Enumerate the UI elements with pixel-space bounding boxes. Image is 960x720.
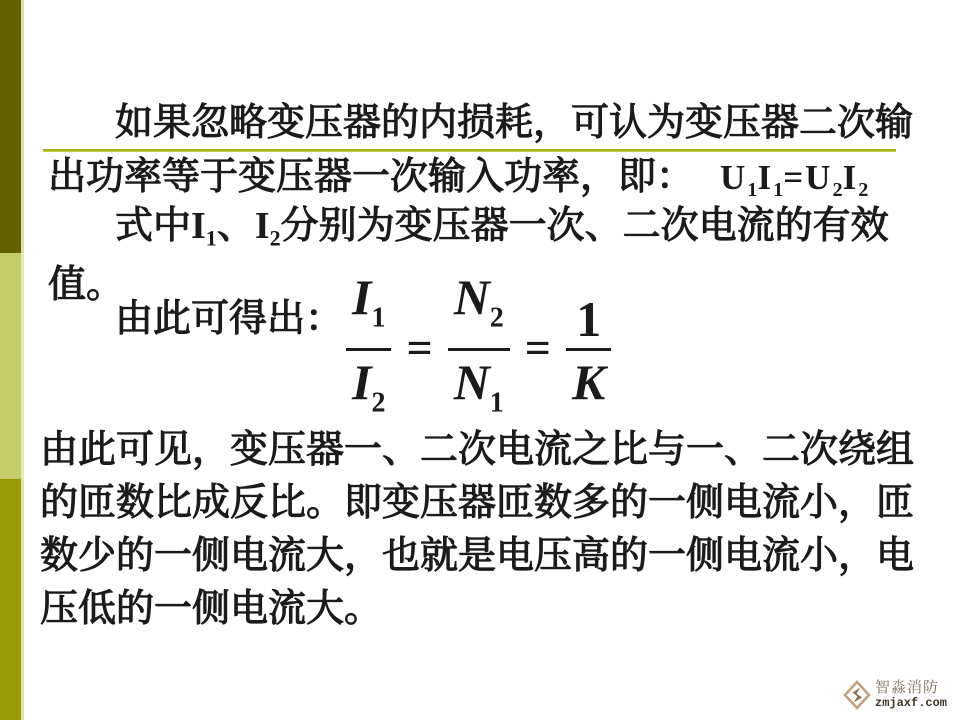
equals-sign: =	[406, 321, 433, 373]
left-accent-bar	[0, 0, 24, 720]
formula-lead-in: 由此可得出：	[115, 298, 344, 340]
current-ratio-formula	[346, 268, 611, 434]
definition-line-2: 值。	[48, 263, 125, 306]
fraction-i1-i2: $\frac{I_1}{I_2}$	[346, 268, 391, 434]
conclusion-line-4: 压低的一侧电流大。	[40, 588, 383, 630]
conclusion-paragraph	[40, 424, 914, 636]
conclusion-line-2: 的匝数比成反比。即变压器匝数多的一侧电流小，匝	[40, 482, 915, 524]
accent-bar-edge-strip	[21, 0, 24, 720]
diamond-z-icon	[843, 680, 871, 710]
equals-sign: =	[524, 321, 552, 373]
logo-text-block	[875, 680, 947, 710]
conclusion-line-1: 由此可见，变压器一、二次电流之比与一、二次绕组	[40, 429, 915, 471]
intro-line-2: 出功率等于变压器一次输入功率，即： $U_1I_1=U_2I_2$	[48, 150, 913, 217]
fraction-n2-n1: $\frac{N_2}{N_1}$	[448, 268, 510, 434]
title-underline-rule	[43, 149, 896, 152]
logo-name: 智淼消防	[875, 679, 940, 696]
intro-line-1: 如果忽略变压器的内损耗，可认为变压器二次输	[115, 102, 914, 144]
conclusion-line-3: 数少的一侧电流大，也就是电压高的一侧电流小，电	[40, 535, 915, 577]
intro-paragraph	[48, 96, 913, 217]
fraction-1-k: $\frac{1}{K}$	[566, 290, 611, 413]
definition-line-1: 式中$I_1$、$I_2$分别为变压器一次、二次电流的有效	[115, 205, 889, 251]
watermark-logo	[843, 680, 947, 710]
power-equation: $U_1I_1=U_2I_2$	[720, 158, 869, 202]
logo-domain: zmjaxf.com	[875, 696, 948, 710]
